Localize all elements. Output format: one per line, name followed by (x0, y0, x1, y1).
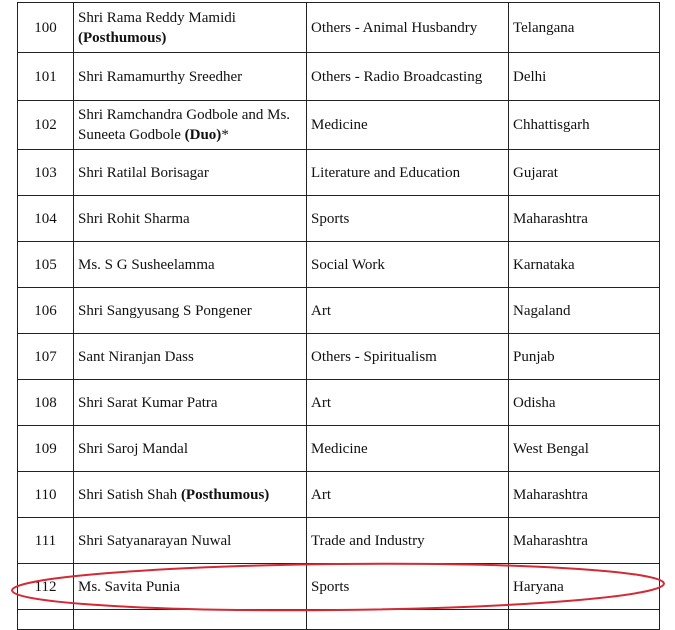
serial-number-cell-text: 100 (34, 19, 57, 36)
state-cell-text: Maharashtra (513, 532, 588, 549)
serial-number-cell (18, 472, 74, 518)
name-cell-text: Shri Ramamurthy Sreedher (78, 68, 243, 85)
serial-number-cell (18, 101, 74, 150)
field-cell (307, 196, 509, 242)
name-cell-text: Sant Niranjan Dass (78, 348, 194, 365)
field-cell-text: Social Work (311, 256, 385, 273)
field-cell-text: Medicine (311, 117, 368, 133)
field-cell (307, 380, 509, 426)
field-cell-text: Art (311, 486, 331, 503)
name-cell (74, 564, 307, 610)
state-cell (509, 288, 660, 334)
state-cell-text: Nagaland (513, 302, 571, 319)
state-cell-text: Telangana (513, 19, 575, 36)
serial-number-cell-text: 107 (34, 348, 57, 365)
field-cell-text: Art (311, 302, 331, 319)
state-cell (509, 150, 660, 196)
name-cell (74, 101, 307, 150)
name-suffix: (Duo) (184, 127, 222, 143)
cell (509, 610, 660, 630)
state-cell (509, 564, 660, 610)
name-cell (74, 518, 307, 564)
name-cell-text: Shri Sangyusang S Pongener (78, 302, 252, 319)
name-suffix: (Posthumous) (180, 486, 270, 503)
field-cell (307, 518, 509, 564)
serial-number-cell (18, 426, 74, 472)
serial-number-cell-text: 112 (34, 578, 57, 595)
state-cell-text: Karnataka (513, 256, 575, 273)
name-cell (74, 3, 307, 53)
name-cell-text: Shri Satish Shah (78, 486, 178, 503)
serial-number-cell-text: 105 (34, 256, 57, 273)
footnote-marker: * (221, 127, 229, 143)
state-cell (509, 101, 660, 150)
name-cell (74, 53, 307, 101)
name-suffix: (Posthumous) (78, 29, 167, 46)
name-cell-text: Ms. Savita Punia (78, 578, 181, 595)
state-cell (509, 196, 660, 242)
serial-number-cell (18, 334, 74, 380)
state-cell (509, 53, 660, 101)
serial-number-cell (18, 380, 74, 426)
serial-number-cell-text: 101 (34, 68, 57, 85)
field-cell (307, 101, 509, 150)
serial-number-cell-text: 103 (34, 164, 57, 181)
name-cell (74, 242, 307, 288)
name-cell (74, 150, 307, 196)
table-row (18, 472, 660, 518)
table-row (18, 564, 660, 610)
field-cell (307, 334, 509, 380)
name-cell (74, 426, 307, 472)
table-row (18, 150, 660, 196)
state-cell-text: West Bengal (513, 440, 589, 457)
field-cell-text: Art (311, 394, 331, 411)
state-cell-text: Delhi (513, 68, 547, 85)
name-cell (74, 472, 307, 518)
cell (307, 610, 509, 630)
field-cell-text: Others - Spiritualism (311, 348, 437, 365)
field-cell-text: Others - Radio Broadcasting (311, 68, 483, 85)
state-cell-text: Odisha (513, 394, 556, 411)
field-cell (307, 426, 509, 472)
name-cell (74, 288, 307, 334)
field-cell-text: Sports (311, 210, 350, 227)
field-cell-text: Literature and Education (311, 164, 461, 181)
state-cell (509, 472, 660, 518)
field-cell (307, 3, 509, 53)
serial-number-cell-text: 104 (34, 210, 57, 227)
field-cell-text: Others - Animal Husbandry (311, 19, 478, 36)
cell (74, 610, 307, 630)
table-row (18, 518, 660, 564)
awardees-table (17, 2, 660, 630)
name-cell-text: Shri Ratilal Borisagar (78, 164, 209, 181)
name-cell-text: Shri Rama Reddy Mamidi (78, 9, 236, 26)
field-cell (307, 150, 509, 196)
serial-number-cell-text: 110 (34, 486, 57, 503)
name-cell (74, 380, 307, 426)
serial-number-cell (18, 288, 74, 334)
serial-number-cell-text: 108 (34, 394, 57, 411)
state-cell (509, 242, 660, 288)
serial-number-cell-text: 111 (34, 532, 57, 549)
state-cell (509, 380, 660, 426)
name-cell-text: Shri Ramchandra Godbole and Ms. Suneeta Godbole (78, 107, 291, 143)
table-row (18, 380, 660, 426)
field-cell-text: Sports (311, 578, 350, 595)
table-row (18, 53, 660, 101)
field-cell (307, 242, 509, 288)
state-cell-text: Gujarat (513, 164, 558, 181)
field-cell-text: Medicine (311, 440, 368, 457)
name-cell-text: Shri Sarat Kumar Patra (78, 394, 218, 411)
serial-number-cell-text: 109 (34, 440, 57, 457)
serial-number-cell (18, 518, 74, 564)
serial-number-cell (18, 53, 74, 101)
table-row (18, 242, 660, 288)
table-row (18, 334, 660, 380)
state-cell-text: Chhattisgarh (513, 117, 590, 133)
serial-number-cell (18, 150, 74, 196)
name-cell-text: Shri Rohit Sharma (78, 210, 190, 227)
state-cell-text: Punjab (513, 348, 555, 365)
table-row (18, 3, 660, 53)
table-row (18, 101, 660, 150)
name-cell (74, 196, 307, 242)
state-cell (509, 518, 660, 564)
name-cell (74, 334, 307, 380)
table-row (18, 288, 660, 334)
table-row (18, 426, 660, 472)
field-cell (307, 288, 509, 334)
field-cell (307, 564, 509, 610)
state-cell-text: Maharashtra (513, 486, 588, 503)
table-row (18, 196, 660, 242)
field-cell (307, 53, 509, 101)
cell (18, 610, 74, 630)
state-cell (509, 426, 660, 472)
name-cell-text: Ms. S G Susheelamma (78, 256, 215, 273)
serial-number-cell-text: 102 (34, 117, 57, 133)
serial-number-cell (18, 242, 74, 288)
field-cell-text: Trade and Industry (311, 532, 425, 549)
state-cell (509, 3, 660, 53)
state-cell (509, 334, 660, 380)
serial-number-cell (18, 3, 74, 53)
state-cell-text: Haryana (513, 578, 564, 595)
field-cell (307, 472, 509, 518)
name-cell-text: Shri Satyanarayan Nuwal (78, 532, 232, 549)
serial-number-cell (18, 196, 74, 242)
serial-number-cell-text: 106 (34, 302, 57, 319)
name-cell-text: Shri Saroj Mandal (78, 440, 188, 457)
serial-number-cell (18, 564, 74, 610)
state-cell-text: Maharashtra (513, 210, 588, 227)
